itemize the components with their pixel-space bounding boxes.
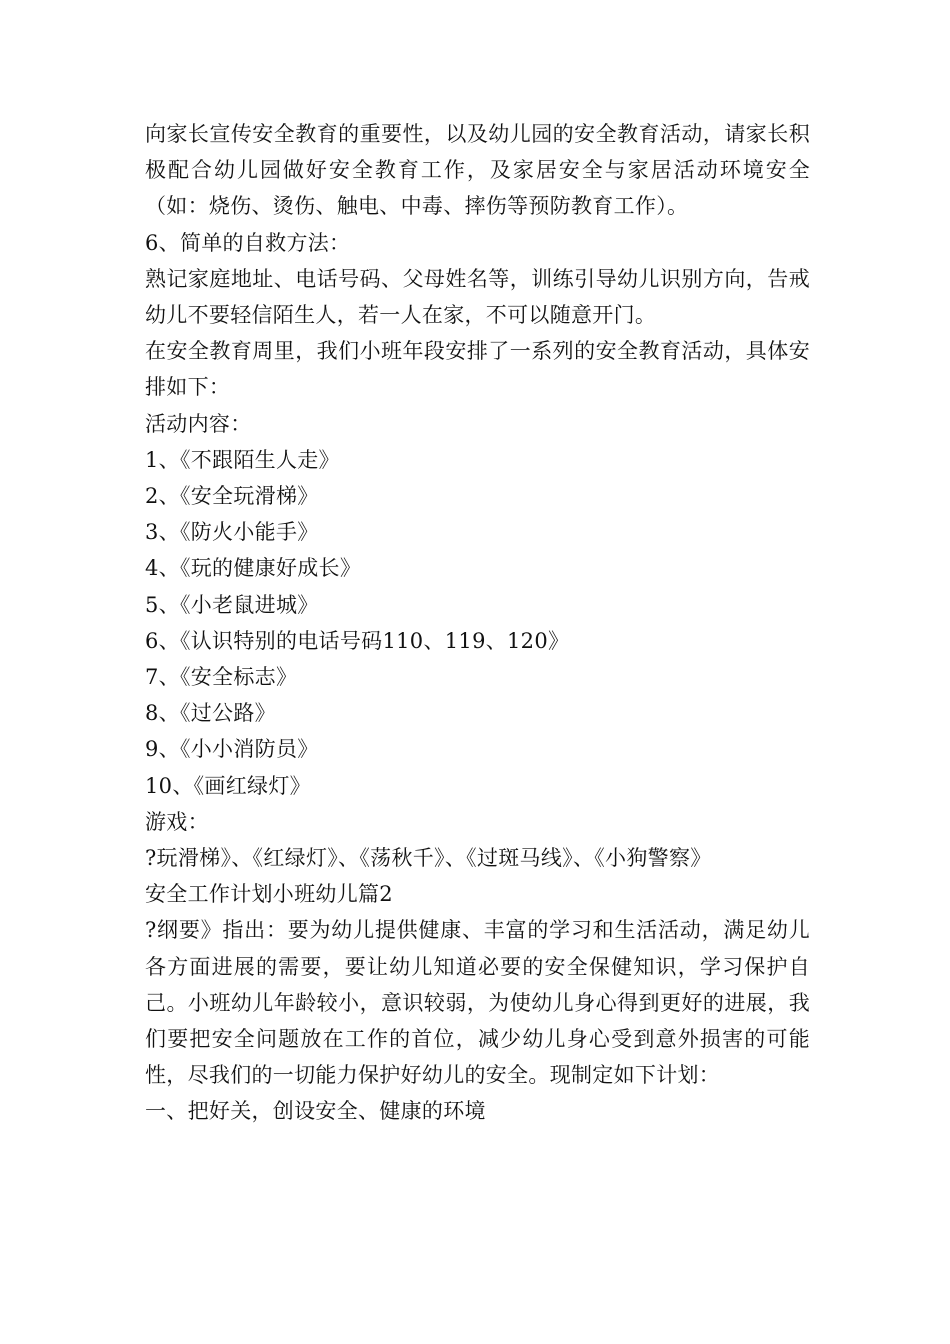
section-title: 安全工作计划小班幼儿篇2 [145, 882, 393, 907]
list-item: 6、《认识特别的电话号码110、119、120》 [145, 628, 570, 653]
list-item: 10、《画红绿灯》 [145, 773, 311, 798]
heading-activity-content: 活动内容： [145, 411, 252, 436]
list-item: 4、《玩的健康好成长》 [145, 556, 362, 581]
paragraph-parent-publicity: 向家长宣传安全教育的重要性，以及幼儿园的安全教育活动，请家长积极配合幼儿园做好安全教育工作，及家居安全与家居活动环境安全（如：烧伤、烫伤、触电、中毒、摔伤等预防教育工作）。 [145, 122, 810, 219]
list-item: 9、《小小消防员》 [145, 737, 319, 762]
list-item: 3、《防火小能手》 [145, 520, 319, 545]
list-item: 1、《不跟陌生人走》 [145, 447, 340, 472]
list-item: 5、《小老鼠进城》 [145, 592, 319, 617]
heading-self-rescue: 6、简单的自救方法： [145, 230, 351, 255]
list-item: 8、《过公路》 [145, 701, 276, 726]
paragraph-outline: ?纲要》指出：要为幼儿提供健康、丰富的学习和生活活动，满足幼儿各方面进展的需要，要让幼儿知道必要的安全保健知识，学习保护自己。小班幼儿年龄较小，意识较弱，为使幼儿身心得到更好的进展，我们要把安全问题放在工作的首位，减少幼儿身心受到意外损害的可能性，尽我们的一切能力保护好幼儿的安全。现制定如下计划： [145, 918, 810, 1088]
paragraph-safety-week: 在安全教育周里，我们小班年段安排了一系列的安全教育活动，具体安排如下： [145, 339, 810, 400]
list-item: 2、《安全玩滑梯》 [145, 484, 319, 509]
document-body [145, 116, 810, 1130]
list-item: 7、《安全标志》 [145, 665, 298, 690]
paragraph-self-rescue: 熟记家庭地址、电话号码、父母姓名等，训练引导幼儿识别方向，告戒幼儿不要轻信陌生人，若一人在家，不可以随意开门。 [145, 266, 810, 328]
heading-section-one: 一、把好关，创设安全、健康的环境 [145, 1099, 486, 1124]
paragraph-games: ?玩滑梯》、《红绿灯》、《荡秋千》、《过斑马线》、《小狗警察》 [145, 846, 712, 871]
heading-games: 游戏： [145, 809, 209, 834]
